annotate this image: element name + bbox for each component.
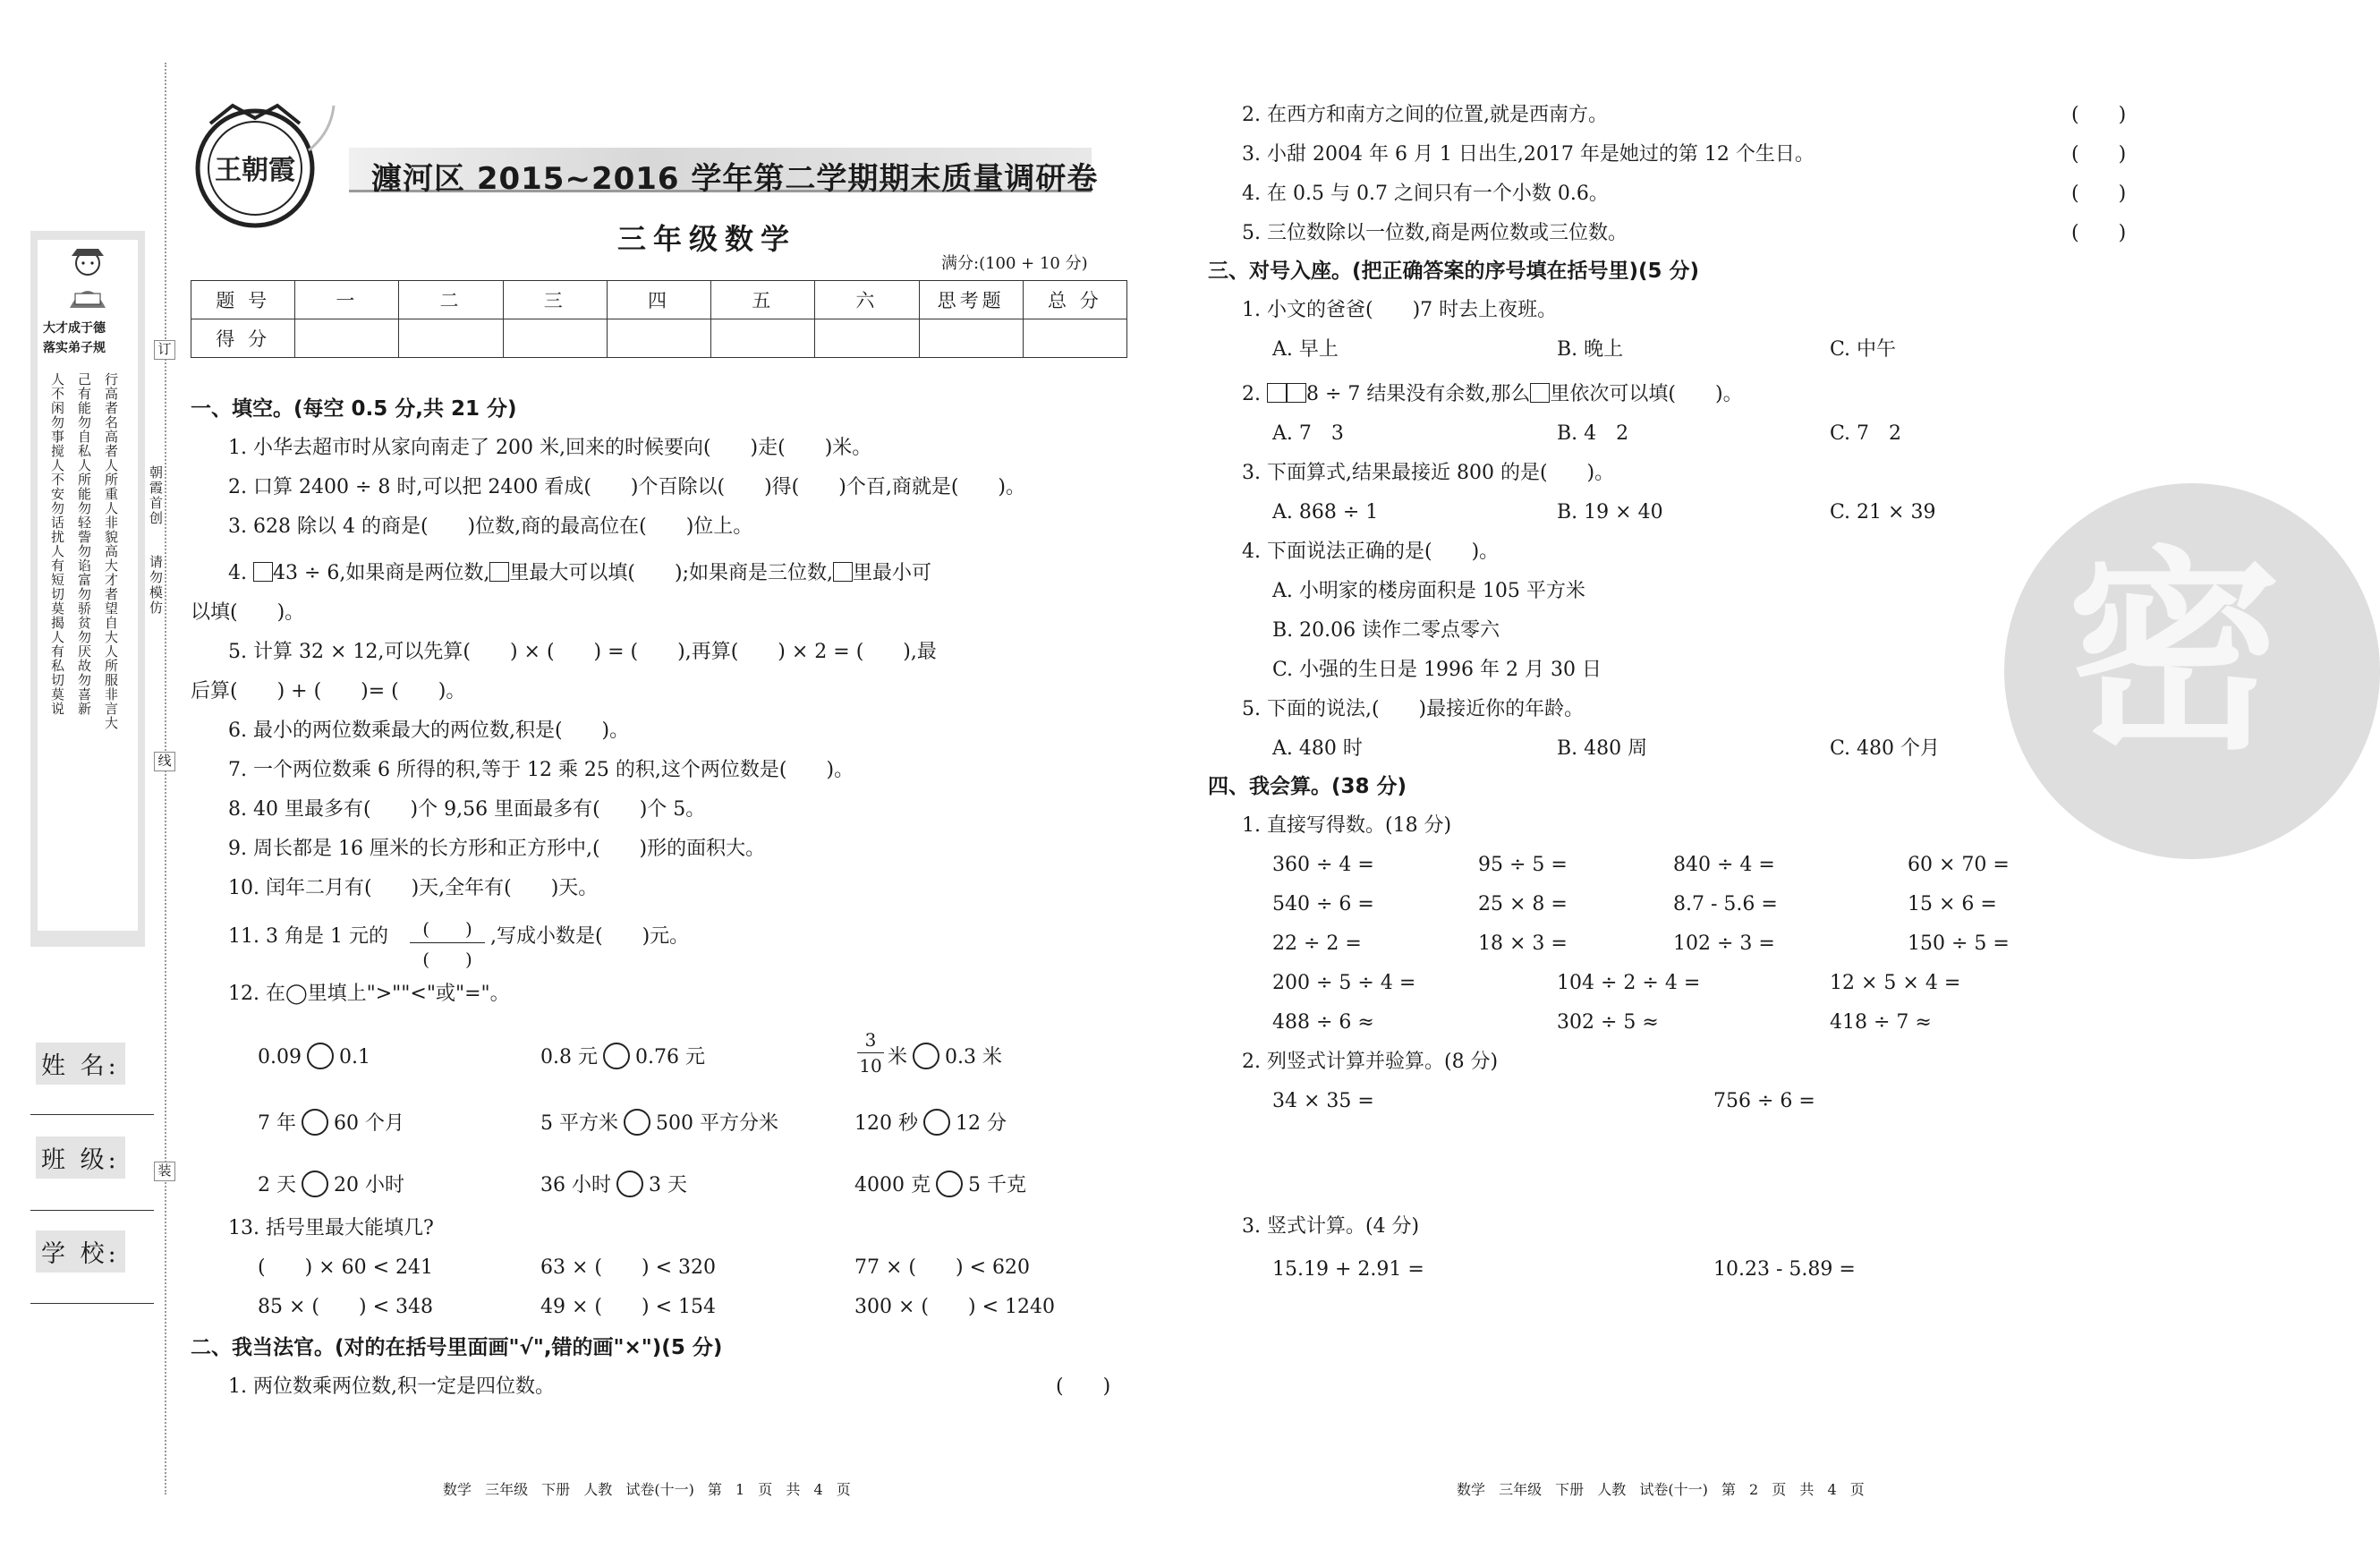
- calc-part-1-title: 1. 直接写得数。(18 分): [1242, 814, 1452, 837]
- copyright-note-2: 请勿模仿: [148, 555, 164, 616]
- score-cell[interactable]: [1023, 319, 1126, 358]
- compare-circle-icon[interactable]: [302, 1109, 328, 1136]
- choice-option[interactable]: B. 19 × 40: [1557, 501, 1663, 524]
- calc-item: 25 × 8 =: [1478, 893, 1568, 915]
- calc-part-2-title: 2. 列竖式计算并验算。(8 分): [1242, 1051, 1499, 1073]
- calc-item: 15 × 6 =: [1908, 893, 1997, 915]
- calc-item: 540 ÷ 6 =: [1272, 893, 1374, 915]
- class-field[interactable]: [30, 1210, 154, 1211]
- blank-box-icon: [1287, 383, 1306, 403]
- binding-line: [165, 63, 166, 1494]
- choice-option[interactable]: B. 20.06 读作二零点零六: [1272, 619, 1500, 642]
- compare-item: 5 平方米 500 平方分米: [540, 1109, 778, 1136]
- school-label: 学 校:: [36, 1230, 125, 1273]
- judge-question-3: 3. 小甜 2004 年 6 月 1 日出生,2017 年是她过的第 12 个生日。: [1242, 143, 1815, 166]
- score-header-cell: 总 分: [1023, 281, 1126, 319]
- question-1-13: 13. 括号里最大能填几?: [228, 1217, 434, 1239]
- score-cell[interactable]: [503, 319, 607, 358]
- blank-box-icon: [253, 562, 273, 582]
- choice-question-2-number: 2.: [1242, 383, 1261, 405]
- calc-item: 22 ÷ 2 =: [1272, 932, 1362, 955]
- calc-item: 95 ÷ 5 =: [1478, 854, 1568, 876]
- fraction-blank: [410, 915, 485, 971]
- compare-circle-icon[interactable]: [603, 1043, 630, 1069]
- page-footer-right: 数学 三年级 下册 人教 试卷(十一) 第 2 页 共 4 页: [1457, 1481, 1865, 1498]
- seal-mark-bottom: 装: [154, 1162, 175, 1181]
- motto-card: [38, 240, 138, 931]
- fraction-denominator: ( ): [422, 949, 472, 970]
- section-1-title: 一、填空。(每空 0.5 分,共 21 分): [191, 397, 517, 421]
- calc-item: 302 ÷ 5 ≈: [1557, 1011, 1659, 1034]
- choice-question-4: 4. 下面说法正确的是( )。: [1242, 541, 1500, 563]
- fraction-bar: [410, 942, 485, 943]
- vertical-calc-item: 34 × 35 =: [1272, 1090, 1374, 1112]
- inequality-item: 85 × ( ) < 348: [258, 1296, 433, 1318]
- score-header-cell: 四: [607, 281, 710, 319]
- score-cell[interactable]: [815, 319, 919, 358]
- judge-answer-blank[interactable]: ( ): [2071, 104, 2127, 126]
- question-1-8: 8. 40 里最多有( )个 9,56 里面最多有( )个 5。: [228, 798, 706, 821]
- judge-answer-blank[interactable]: ( ): [2071, 143, 2127, 166]
- choice-question-2: [1242, 383, 1743, 404]
- question-1-5: 5. 计算 32 × 12,可以先算( ) × ( ) = ( ),再算( ) × 2 = ( ),最: [228, 641, 937, 663]
- exam-subject: 三年级数学: [617, 222, 797, 256]
- motto-sidebar: [30, 231, 145, 947]
- choice-option[interactable]: C. 21 × 39: [1830, 501, 1936, 524]
- calc-item: 360 ÷ 4 =: [1272, 854, 1374, 876]
- choice-question-2-text: 8 ÷ 7 结果没有余数,那么: [1306, 383, 1531, 405]
- seal-mark-mid: 线: [154, 752, 175, 771]
- calc-item: 102 ÷ 3 =: [1673, 932, 1775, 955]
- compare-item: 120 秒 12 分: [854, 1109, 1007, 1136]
- svg-text:王朝霞: 王朝霞: [215, 155, 295, 186]
- calc-item: 200 ÷ 5 ÷ 4 =: [1272, 972, 1416, 994]
- inequality-item: ( ) × 60 < 241: [258, 1256, 433, 1279]
- score-cell[interactable]: [399, 319, 503, 358]
- choice-question-3: 3. 下面算式,结果最接近 800 的是( )。: [1242, 462, 1615, 484]
- blank-box-icon: [833, 562, 853, 582]
- question-1-7: 7. 一个两位数乘 6 所得的积,等于 12 乘 25 的积,这个两位数是( )。: [228, 759, 854, 781]
- calc-item: 18 × 3 =: [1478, 932, 1568, 955]
- choice-option[interactable]: A. 868 ÷ 1: [1272, 501, 1379, 524]
- vertical-calc-item: 10.23 - 5.89 =: [1713, 1258, 1856, 1281]
- question-1-4-continued: 以填( )。: [191, 601, 305, 624]
- question-1-5-continued: 后算( ) + ( )= ( )。: [191, 680, 466, 702]
- class-label: 班 级:: [36, 1137, 125, 1179]
- choice-question-1: 1. 小文的爸爸( )7 时去上夜班。: [1242, 299, 1558, 321]
- judge-question-2: 2. 在西方和南方之间的位置,就是西南方。: [1242, 104, 1608, 126]
- question-1-9: 9. 周长都是 16 厘米的长方形和正方形中,( )形的面积大。: [228, 838, 766, 860]
- question-1-6: 6. 最小的两位数乘最大的两位数,积是( )。: [228, 719, 630, 742]
- inequality-item: 77 × ( ) < 620: [854, 1256, 1030, 1279]
- publisher-logo-icon: [183, 97, 336, 231]
- score-row-label: 得 分: [191, 319, 295, 358]
- name-field[interactable]: [30, 1114, 154, 1115]
- choice-option[interactable]: A. 480 时: [1272, 737, 1363, 760]
- calc-item: 60 × 70 =: [1908, 854, 2010, 876]
- fraction-bar: [857, 1052, 884, 1053]
- section-2-title: 二、我当法官。(对的在括号里面画"√",错的画"×")(5 分): [191, 1336, 723, 1359]
- compare-fraction-denominator: 10: [859, 1055, 882, 1077]
- question-1-4-number: 4.: [228, 562, 247, 584]
- motto-top-2: 落实弟子规: [43, 341, 106, 355]
- question-1-12: 12. 在◯里填上">""<"或"="。: [228, 983, 510, 1005]
- blank-box-icon: [489, 562, 509, 582]
- score-header-cell: 一: [295, 281, 399, 319]
- compare-fraction: [857, 1029, 884, 1077]
- blank-box-icon: [1267, 383, 1287, 403]
- section-3-title: 三、对号入座。(把正确答案的序号填在括号里)(5 分): [1208, 260, 1700, 283]
- calc-item: 150 ÷ 5 =: [1908, 932, 2010, 955]
- question-1-1: 1. 小华去超市时从家向南走了 200 米,回来的时候要向( )走( )米。: [228, 437, 872, 459]
- score-table: [191, 280, 1127, 358]
- compare-item: 2 天 20 小时: [258, 1171, 404, 1197]
- score-header-cell: 三: [503, 281, 607, 319]
- question-1-10: 10. 闰年二月有( )天,全年有( )天。: [228, 877, 599, 899]
- score-header-cell: 二: [399, 281, 503, 319]
- calc-item: 488 ÷ 6 ≈: [1272, 1011, 1374, 1034]
- question-1-11-part-b: ,写成小数是( )元。: [490, 925, 690, 948]
- blank-box-icon: [1530, 383, 1550, 403]
- question-1-4: [228, 562, 931, 583]
- choice-option[interactable]: A. 7 3: [1272, 422, 1344, 445]
- choice-option[interactable]: A. 小明家的楼房面积是 105 平方米: [1272, 580, 1585, 602]
- compare-circle-icon[interactable]: [923, 1109, 950, 1136]
- page-footer-left: 数学 三年级 下册 人教 试卷(十一) 第 1 页 共 4 页: [443, 1481, 851, 1498]
- choice-option[interactable]: B. 4 2: [1557, 422, 1629, 445]
- judge-answer-blank[interactable]: ( ): [2071, 222, 2127, 244]
- question-1-4-part-c: 里最小可: [852, 562, 931, 584]
- judge-answer-blank[interactable]: ( ): [1056, 1375, 1111, 1398]
- compare-fraction-numerator: 3: [864, 1029, 877, 1051]
- compare-circle-icon[interactable]: [913, 1043, 939, 1069]
- motto-column-2: 己有能勿自私人所能勿轻訾勿谄富勿骄贫勿厌故勿喜新: [76, 372, 92, 716]
- compare-item: 7 年 60 个月: [258, 1109, 404, 1136]
- compare-item: 米 0.3 米: [888, 1043, 1002, 1069]
- calc-item: 418 ÷ 7 ≈: [1830, 1011, 1932, 1034]
- choice-option[interactable]: C. 小强的生日是 1996 年 2 月 30 日: [1272, 659, 1602, 681]
- score-cell[interactable]: [607, 319, 710, 358]
- score-cell[interactable]: [919, 319, 1023, 358]
- calc-item: 12 × 5 × 4 =: [1830, 972, 1961, 994]
- motto-column-1: 行高者名高者人所重人非貌高大才者望自大人所服非言大: [103, 372, 119, 730]
- motto-top-1: 大才成于德: [43, 321, 106, 336]
- compare-item: 0.8 元 0.76 元: [540, 1043, 705, 1069]
- copyright-note-1: 朝霞首创: [148, 465, 164, 526]
- score-table-score-row: [191, 319, 1127, 358]
- question-1-3: 3. 628 除以 4 的商是( )位数,商的最高位在( )位上。: [228, 515, 753, 538]
- calc-item: 104 ÷ 2 ÷ 4 =: [1557, 972, 1701, 994]
- motto-column-3: 人不闲勿事搅人不安勿话扰人有短切莫揭人有私切莫说: [49, 372, 65, 716]
- question-1-2: 2. 口算 2400 ÷ 8 时,可以把 2400 看成( )个百除以( )得( )个百,商就是( )。: [228, 476, 1026, 498]
- calc-item: 8.7 - 5.6 =: [1673, 893, 1778, 915]
- compare-circle-icon[interactable]: [624, 1109, 650, 1136]
- judge-answer-blank[interactable]: ( ): [2071, 183, 2127, 205]
- choice-option[interactable]: C. 480 个月: [1830, 737, 1941, 760]
- exam-title: 瀍河区 2015~2016 学年第二学期期末质量调研卷: [371, 161, 1099, 197]
- inequality-item: 63 × ( ) < 320: [540, 1256, 716, 1279]
- choice-option[interactable]: C. 中午: [1830, 338, 1897, 361]
- choice-option[interactable]: A. 早上: [1272, 338, 1339, 361]
- judge-question-1: 1. 两位数乘两位数,积一定是四位数。: [228, 1375, 555, 1398]
- calc-item: 840 ÷ 4 =: [1673, 854, 1775, 876]
- score-header-cell: 六: [815, 281, 919, 319]
- choice-question-5: 5. 下面的说法,( )最接近你的年龄。: [1242, 698, 1585, 720]
- choice-option[interactable]: B. 晚上: [1557, 338, 1624, 361]
- vertical-calc-item: 15.19 + 2.91 =: [1272, 1258, 1424, 1281]
- judge-question-5: 5. 三位数除以一位数,商是两位数或三位数。: [1242, 222, 1628, 244]
- score-table-header-row: [191, 281, 1127, 319]
- question-1-4-part-b: 里最大可以填( );如果商是三位数,: [509, 562, 833, 584]
- full-marks: 满分:(100 + 10 分): [941, 254, 1088, 273]
- compare-item: 0.09 0.1: [258, 1043, 370, 1069]
- score-cell[interactable]: [711, 319, 815, 358]
- score-header-cell: 思考题: [919, 281, 1023, 319]
- name-label: 姓 名:: [36, 1043, 125, 1085]
- compare-item: 36 小时 3 天: [540, 1171, 687, 1197]
- question-1-4-part-a: 43 ÷ 6,如果商是两位数,: [273, 562, 490, 584]
- section-4-title: 四、我会算。(38 分): [1208, 775, 1407, 798]
- score-header-cell: 五: [711, 281, 815, 319]
- calc-part-3-title: 3. 竖式计算。(4 分): [1242, 1215, 1420, 1238]
- fraction-numerator: ( ): [422, 918, 472, 940]
- compare-circle-icon[interactable]: [616, 1171, 643, 1197]
- compare-circle-icon[interactable]: [936, 1171, 963, 1197]
- inequality-item: 300 × ( ) < 1240: [854, 1296, 1055, 1318]
- choice-option[interactable]: B. 480 周: [1557, 737, 1648, 760]
- score-cell[interactable]: [295, 319, 399, 358]
- vertical-calc-item: 756 ÷ 6 =: [1713, 1090, 1815, 1112]
- school-field[interactable]: [30, 1303, 154, 1304]
- compare-circle-icon[interactable]: [307, 1043, 334, 1069]
- choice-question-2-end: 里依次可以填( )。: [1550, 383, 1743, 405]
- compare-circle-icon[interactable]: [302, 1171, 328, 1197]
- judge-question-4: 4. 在 0.5 与 0.7 之间只有一个小数 0.6。: [1242, 183, 1609, 205]
- seal-mark-top: 订: [154, 340, 175, 360]
- compare-item: 4000 克 5 千克: [854, 1171, 1026, 1197]
- choice-option[interactable]: C. 7 2: [1830, 422, 1902, 445]
- secret-watermark-text: 密: [2067, 528, 2282, 779]
- scholar-illustration-icon: [63, 243, 113, 315]
- question-1-11-part-a: 11. 3 角是 1 元的: [228, 925, 388, 948]
- score-header-cell: 题 号: [191, 281, 295, 319]
- inequality-item: 49 × ( ) < 154: [540, 1296, 716, 1318]
